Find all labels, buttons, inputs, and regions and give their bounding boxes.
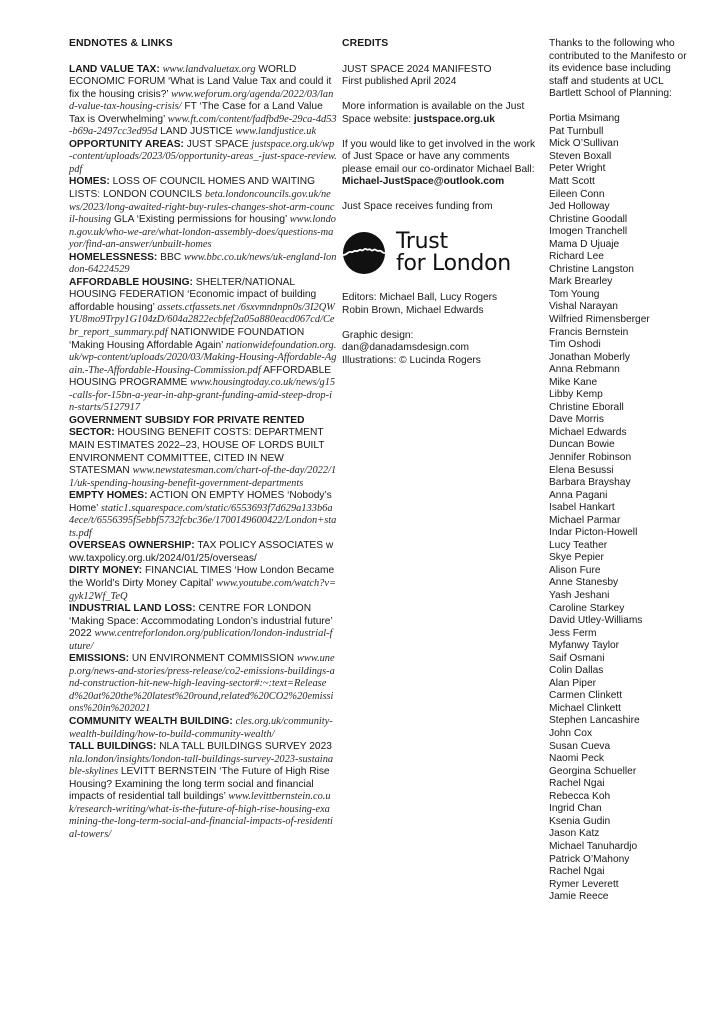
- trust-for-london-emblem-icon: [342, 231, 386, 275]
- contributor-name: Michael Clinkett: [549, 702, 621, 714]
- contributor-name: Lucy Teather: [549, 539, 608, 551]
- contributor-name: Elena Besussi: [549, 464, 614, 476]
- contributor-name: Anne Stanesby: [549, 577, 619, 589]
- endnote-link[interactable]: www.bbc.co.uk/news/uk-england-london-64224529: [69, 251, 337, 276]
- contributor-name: Alan Piper: [549, 677, 597, 689]
- contributor-name: Tim Oshodi: [549, 339, 601, 351]
- endnote-entry: [69, 415, 337, 490]
- endnote-topic-label: EMPTY HOMES:: [69, 490, 148, 502]
- contributor-name: Anna Rebmann: [549, 364, 620, 376]
- endnote-entry: [69, 277, 337, 415]
- endnote-link[interactable]: www.levittbernstein.co.uk/research-writing/what-is-the-future-of-high-rise-housing-examining-the-long-term-social-and-financial-impacts-of-residential-towers/: [69, 791, 333, 840]
- contributor-name: Michael Edwards: [549, 426, 627, 438]
- endnote-topic-label: AFFORDABLE HOUSING:: [69, 276, 193, 288]
- endnote-entry: [69, 653, 337, 716]
- contributor-name: Isabel Hankart: [549, 502, 615, 514]
- contributor-name: Anna Pagani: [549, 489, 608, 501]
- endnote-entry: [69, 540, 337, 565]
- contributor-name: Richard Lee: [549, 251, 604, 263]
- endnote-link[interactable]: www.taxpolicy.org.uk/2024/01/25/overseas/: [69, 540, 334, 564]
- endnote-link[interactable]: www.centreforlondon.org/publication/london-industrial-future/: [69, 628, 333, 652]
- endnotes-heading: ENDNOTES & LINKS: [69, 38, 173, 49]
- endnotes-column: [69, 38, 337, 841]
- contributor-name: Rebecca Koh: [549, 790, 611, 802]
- contributor-name: Jess Ferm: [549, 627, 597, 639]
- thanks-intro: Thanks to the following who contributed to the Manifesto or its evidence base including staff and students at UCL Bartlett School of Planning:: [549, 38, 687, 100]
- endnote-entry: [69, 741, 337, 841]
- contributor-name: Mike Kane: [549, 376, 598, 388]
- contributor-name: Eileen Conn: [549, 188, 605, 200]
- contributor-name: Wilfried Rimensberger: [549, 313, 650, 325]
- contributor-name: Rymer Leverett: [549, 878, 619, 890]
- contributor-name: Yash Jeshani: [549, 590, 610, 602]
- contributor-name: Michael Parmar: [549, 514, 621, 526]
- endnote-citation-text: UN ENVIRONMENT COMMISSION: [131, 653, 297, 665]
- contributor-name: David Utley-Williams: [549, 615, 643, 627]
- endnote-citation-text: BBC: [160, 251, 184, 263]
- endnote-citation-text: NATIONWIDE FOUNDATION ‘Making Housing Affordable Again’: [69, 327, 305, 351]
- contributor-name: Rachel Ngai: [549, 778, 605, 790]
- coordinator-email-link[interactable]: Michael-JustSpace@outlook.com: [342, 176, 505, 188]
- contributor-name: Skye Pepier: [549, 552, 604, 564]
- endnote-citation-text: GLA ‘Existing permissions for housing’: [111, 214, 290, 226]
- editors: [342, 292, 542, 317]
- funding-text: Just Space receives funding from: [342, 201, 493, 213]
- endnote-citation-text: TAX POLICY ASSOCIATES: [197, 540, 326, 552]
- endnote-entry: [69, 490, 337, 540]
- endnote-citation-text: SHELTER/NATIONAL HOUSING FEDERATION ‘Economic impact of building affordable housing’: [69, 276, 317, 313]
- contributor-name: Mick O’Sullivan: [549, 138, 619, 150]
- endnote-topic-label: HOMES:: [69, 176, 110, 188]
- contributor-name: Mama D Ujuaje: [549, 238, 620, 250]
- endnote-link[interactable]: www.weforum.org/agenda/2022/03/land-value-tax-housing-crisis/: [69, 88, 334, 113]
- endnote-citation-text: FT ‘The Case for a Land Value Tax is Overwhelming’: [69, 101, 323, 125]
- contributor-name: Patrick O’Mahony: [549, 853, 630, 865]
- contributor-name: Dave Morris: [549, 414, 604, 426]
- contributor-name: Francis Bernstein: [549, 326, 629, 338]
- contributor-name: Georgina Schueller: [549, 765, 637, 777]
- endnote-topic-label: EMISSIONS:: [69, 653, 130, 665]
- illustrations-credit: Illustrations: © Lucinda Rogers: [342, 354, 481, 366]
- endnote-link[interactable]: nla.london/insights/london-tall-buildings-survey-2023-sustainable-skylines: [69, 753, 334, 778]
- contributor-name: Ingrid Chan: [549, 803, 602, 815]
- endnote-citation-text: HOUSING BENEFIT COSTS: DEPARTMENT MAIN ESTIMATES 2022–23, HOUSE OF LORDS BUILT ENVIRONMENT COMMITTEE, CITED IN NEW STATESMAN: [69, 427, 325, 477]
- contributor-name: Duncan Bowie: [549, 439, 615, 451]
- endnote-citation-text: CENTRE FOR LONDON ‘Making Space: Accommodating London’s industrial future’ 2022: [69, 603, 333, 640]
- endnote-entry: [69, 252, 337, 277]
- endnote-citation-text: LEVITT BERNSTEIN ‘The Future of High Rise Housing? Examining the long term social and financial impacts of residential tall buildings’: [69, 766, 330, 803]
- website-link[interactable]: justspace.org.uk: [413, 113, 495, 125]
- contributor-name: Imogen Tranchell: [549, 226, 628, 238]
- endnote-link[interactable]: nationwidefoundation.org.uk/wp-content/uploads/2020/03/Making-Housing-Affordable-Again.-The-Affordable-Housing-Commission.pdf: [69, 339, 337, 376]
- contributor-name: Saif Osmani: [549, 652, 605, 664]
- contributor-name: Tom Young: [549, 288, 600, 300]
- contributor-name: Carmen Clinkett: [549, 690, 623, 702]
- endnote-link[interactable]: www.housingtoday.co.uk/news/g15-calls-for-15bn-a-year-in-ahp-grant-funding-amid-steep-drop-in-starts/5127917: [69, 377, 336, 414]
- endnote-topic-label: GOVERNMENT SUBSIDY FOR PRIVATE RENTED SECTOR:: [69, 414, 305, 439]
- endnote-citation-text: JUST SPACE: [186, 138, 252, 150]
- contributor-name: Mark Brearley: [549, 276, 613, 288]
- contributor-name: Naomi Peck: [549, 753, 604, 765]
- credits-column: [342, 38, 542, 367]
- endnote-link[interactable]: www.ft.com/content/fadfbd9e-29ca-4d53-b69a-2497cc3ed95d: [69, 113, 337, 138]
- endnote-link[interactable]: assets.ctfassets.net /6sxvmndnpn0s/3I2QWYU8mo9Trpy1G104zD/604a2822ecbfef2a05a880eacd067cd/Cebr_report_summary.pdf: [69, 301, 335, 339]
- trust-for-london-logo: [342, 228, 542, 278]
- manifesto-info: [342, 64, 542, 89]
- endnote-citation-text: LOSS OF COUNCIL HOMES AND WAITING LISTS: LONDON COUNCILS: [69, 176, 316, 201]
- endnote-citation-text: ACTION ON EMPTY HOMES ‘Nobody’s Home’: [69, 490, 332, 514]
- editors-line-2: Robin Brown, Michael Edwards: [342, 304, 484, 316]
- endnote-entry: [69, 64, 337, 139]
- publication-date: First published April 2024: [342, 76, 457, 88]
- contributor-name: John Cox: [549, 728, 593, 740]
- contributor-name: Jason Katz: [549, 828, 600, 840]
- contributor-name: Matt Scott: [549, 175, 595, 187]
- contributor-name: Alison Fure: [549, 564, 601, 576]
- endnote-citation-text: NLA TALL BUILDINGS SURVEY 2023: [159, 741, 332, 753]
- endnote-citation-text: LAND JUSTICE: [160, 126, 236, 138]
- manifesto-title: JUST SPACE 2024 MANIFESTO: [342, 63, 492, 75]
- more-info-label: More information is available on the Just Space website:: [342, 101, 525, 125]
- endnote-link[interactable]: www.unep.org/news-and-stories/press-release/co2-emissions-buildings-and-construction-hit-new-high-leaving-sector#:~:text=Released%20at%20the%20latest%20round,related%20CO2%20emissions%20in%202021: [69, 653, 335, 715]
- contributor-name: Steven Boxall: [549, 150, 612, 162]
- contributor-name: Caroline Starkey: [549, 602, 625, 614]
- thanks-column: [549, 38, 689, 904]
- endnote-topic-label: HOMELESSNESS:: [69, 251, 158, 263]
- contributor-name: Indar Picton-Howell: [549, 527, 638, 539]
- endnote-link[interactable]: cles.org.uk/community-wealth-building/how-to-build-community-wealth/: [69, 715, 333, 740]
- logo-line-1: Trust: [396, 228, 448, 254]
- endnote-link[interactable]: www.landvaluetax.org: [162, 63, 256, 75]
- contributor-names-list: [549, 113, 689, 903]
- endnote-link[interactable]: justspace.org.uk/wp-content/uploads/2023/05/opportunity-areas_-just-space-review.pdf: [69, 138, 337, 175]
- contributor-name: Peter Wright: [549, 163, 606, 175]
- contributor-name: Christine Langston: [549, 263, 634, 275]
- endnote-entry: [69, 565, 337, 603]
- endnote-entry: [69, 716, 337, 741]
- contributor-name: Jed Holloway: [549, 201, 610, 213]
- contributor-name: Stephen Lancashire: [549, 715, 640, 727]
- contributor-name: Pat Turnbull: [549, 125, 604, 137]
- endnote-entry: [69, 176, 337, 251]
- graphic-design-credit: Graphic design: dan@danadamsdesign.com: [342, 329, 470, 354]
- contributor-name: Jonathan Moberly: [549, 351, 630, 363]
- endnote-topic-label: TALL BUILDINGS:: [69, 741, 157, 753]
- endnote-citation-text: AFFORDABLE HOUSING PROGRAMME: [69, 364, 332, 389]
- endnote-link[interactable]: static1.squarespace.com/static/6553693f7d629a133b6a4ece/t/6556395f5ebbf5732fcbc36e/1700149600422/London+stats.pdf: [69, 502, 337, 539]
- endnote-citation-text: WORLD ECONOMIC FORUM ‘What is Land Value Tax and could it fix the housing crisis?’: [69, 63, 332, 100]
- endnote-link[interactable]: beta.londoncouncils.gov.uk/news/2023/long-awaited-right-buy-rules-changes-shot-arm-council-housing: [69, 189, 335, 226]
- contributor-name: Jamie Reece: [549, 891, 609, 903]
- logo-line-2: for London: [396, 250, 511, 276]
- contributor-name: Jennifer Robinson: [549, 452, 632, 463]
- endnote-link[interactable]: www.youtube.com/watch?v=gyk12Wf_TeQ: [69, 577, 336, 602]
- get-involved-text: [342, 139, 542, 189]
- endnote-entry: [69, 603, 337, 653]
- contributor-name: Rachel Ngai: [549, 866, 605, 878]
- contributor-name: Portia Msimang: [549, 113, 620, 125]
- contributor-name: Michael Tanuhardjo: [549, 840, 638, 852]
- contributor-name: Vishal Narayan: [549, 301, 618, 313]
- contributor-name: Libby Kemp: [549, 389, 603, 401]
- more-info-text: [342, 101, 542, 126]
- credits-heading: CREDITS: [342, 38, 389, 49]
- endnote-topic-label: COMMUNITY WEALTH BUILDING:: [69, 715, 233, 727]
- endnote-link[interactable]: www.landjustice.uk: [235, 126, 317, 138]
- contributor-name: Colin Dallas: [549, 665, 604, 677]
- endnote-topic-label: LAND VALUE TAX:: [69, 63, 160, 75]
- contributor-name: Susan Cueva: [549, 740, 611, 752]
- contributor-name: Christine Goodall: [549, 213, 628, 225]
- contributor-name: Christine Eborall: [549, 401, 624, 413]
- endnote-citation-text: FINANCIAL TIMES ‘How London Became the World’s Dirty Money Capital’: [69, 565, 335, 589]
- endnotes-list: [69, 64, 337, 842]
- endnote-topic-label: OPPORTUNITY AREAS:: [69, 138, 184, 150]
- endnote-topic-label: INDUSTRIAL LAND LOSS:: [69, 603, 196, 615]
- get-involved-label: If you would like to get involved in the work of Just Space or have any comments please email our co-ordinator Michael Ball:: [342, 138, 536, 175]
- contributor-name: Barbara Brayshay: [549, 477, 631, 489]
- endnote-entry: [69, 139, 337, 177]
- endnote-link[interactable]: www.london.gov.uk/who-we-are/what-london-assembly-does/questions-mayor/find-an-answer/unbuilt-homes: [69, 214, 337, 251]
- endnote-topic-label: DIRTY MONEY:: [69, 565, 143, 577]
- contributor-name: Myfanwy Taylor: [549, 640, 620, 652]
- endnote-topic-label: OVERSEAS OWNERSHIP:: [69, 540, 195, 552]
- editors-line-1: Editors: Michael Ball, Lucy Rogers: [342, 291, 498, 303]
- design-credits: [342, 330, 542, 368]
- contributor-name: Ksenia Gudin: [549, 815, 611, 827]
- trust-for-london-wordmark: [396, 228, 511, 276]
- endnote-link[interactable]: www.newstatesman.com/chart-of-the-day/2022/11/uk-spending-housing-benefit-government-departments: [69, 465, 337, 489]
